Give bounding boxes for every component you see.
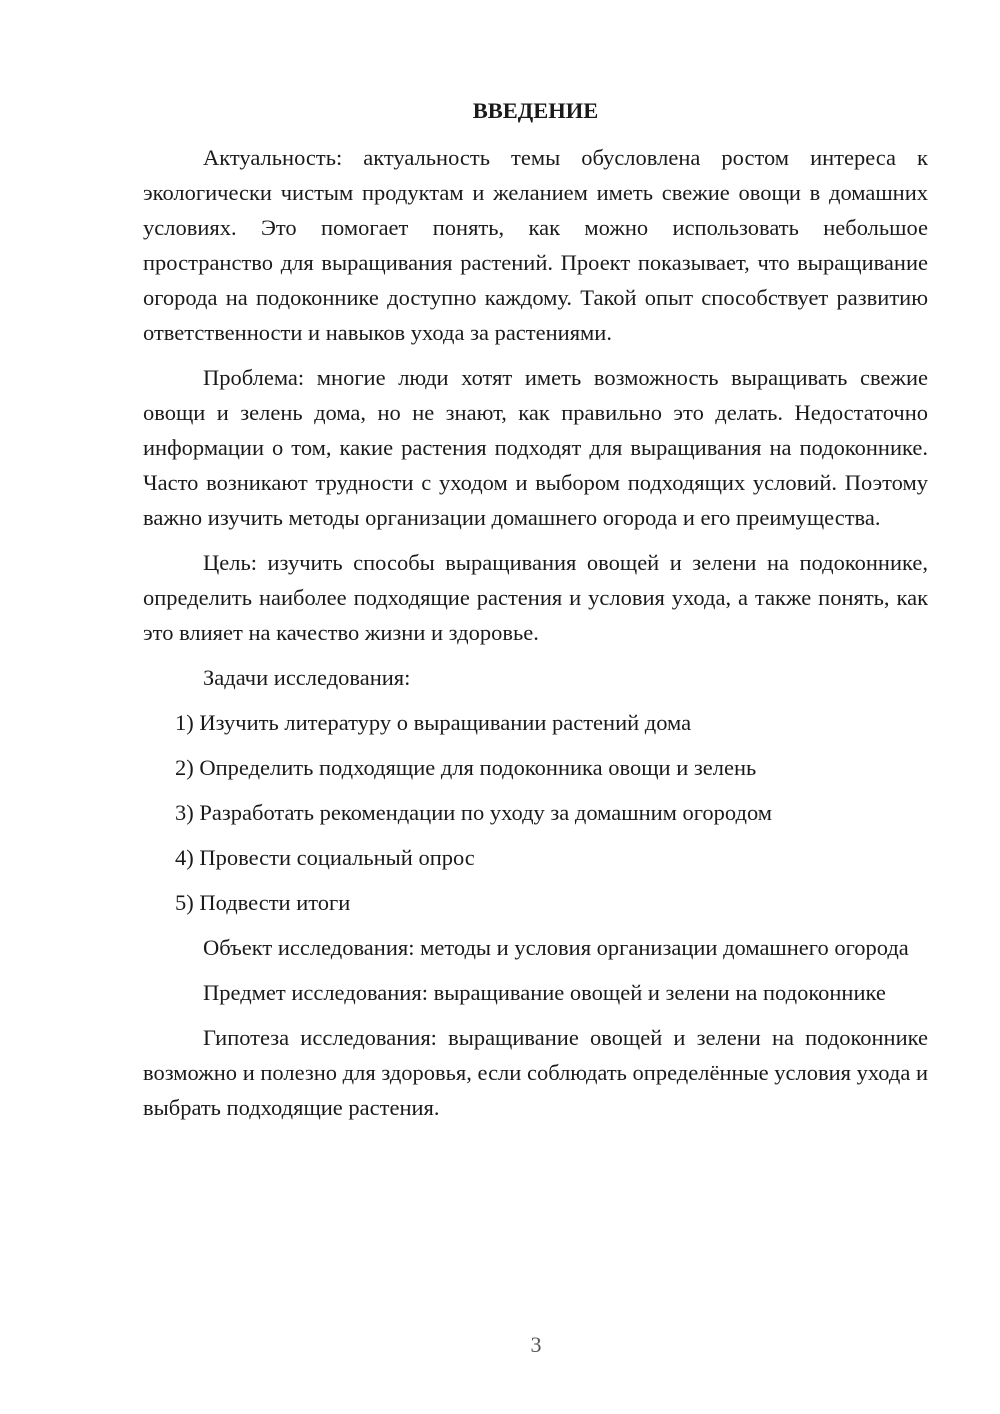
section-heading: ВВЕДЕНИЕ [472,98,599,123]
list-item: 1) Изучить литературу о выращивании растений дома [175,710,692,735]
object-paragraph: Объект исследования: методы и условия организации домашнего огорода [203,935,909,960]
list-item: 5) Подвести итоги [175,890,351,915]
list-item: 4) Провести социальный опрос [175,845,475,870]
page-number: 3 [530,1332,542,1357]
problem-paragraph: Проблема: многие люди хотят иметь возможность выращивать свежие овощи и зелень дома, но не знают, как правильно это делать. Недостаточно информации о том, какие растения подходят для выращивания на подоконнике. Часто возникают трудности с уходом и выбором подходящих условий. Поэтому важно изучить методы организации домашнего огорода и его преимущества. [143,365,928,530]
tasks-title: Задачи исследования: [203,665,411,690]
goal-paragraph: Цель: изучить способы выращивания овощей и зелени на подоконнике, определить наиболее подходящие растения и условия ухода, а также понять, как это влияет на качество жизни и здоровье. [143,550,928,645]
list-item: 2) Определить подходящие для подоконника овощи и зелень [175,755,757,780]
page-content [143,92,928,1135]
hypothesis-paragraph: Гипотеза исследования: выращивание овощей и зелени на подоконнике возможно и полезно для здоровья, если соблюдать определённые условия ухода и выбрать подходящие растения. [143,1025,928,1120]
subject-paragraph: Предмет исследования: выращивание овощей и зелени на подоконнике [203,980,886,1005]
relevance-paragraph: Актуальность: актуальность темы обусловлена ростом интереса к экологически чистым продуктам и желанием иметь свежие овощи в домашних условиях. Это помогает понять, как можно использовать небольшое пространство для выращивания растений. Проект показывает, что выращивание огорода на подоконнике доступно каждому. Такой опыт способствует развитию ответственности и навыков ухода за растениями. [143,145,928,345]
task-list [143,705,928,920]
list-item: 3) Разработать рекомендации по уходу за домашним огородом [175,800,773,825]
